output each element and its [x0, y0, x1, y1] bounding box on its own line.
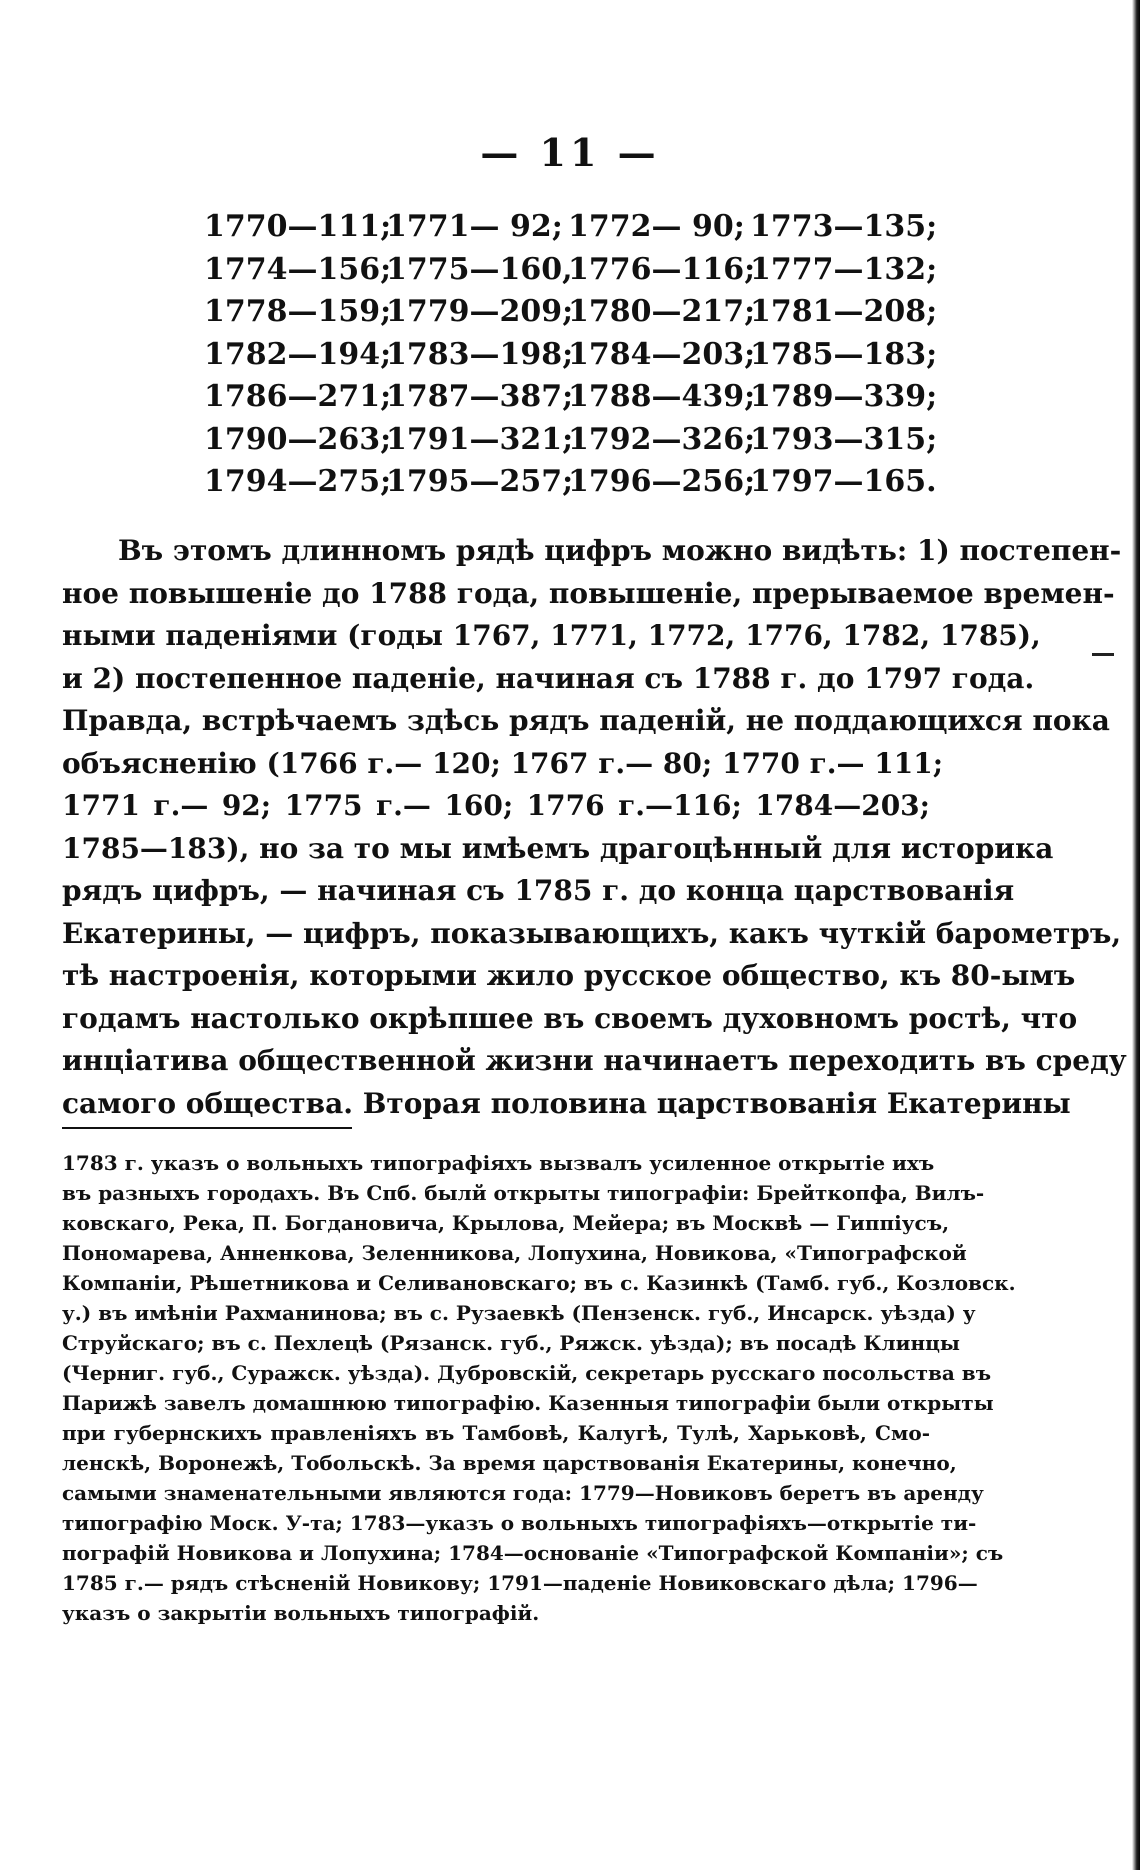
text-line: объясненію (1766 г.— 120; 1767 г.— 80; 1770 г.— 111; [62, 746, 944, 780]
table-cell: 1781—208; [750, 294, 938, 329]
table-cell: 1782—194; [204, 336, 392, 372]
table-cell: 1796—256; [568, 464, 756, 499]
page-edge-shadow [1132, 0, 1140, 1870]
table-row [204, 249, 938, 292]
table-cell: 1788—439; [568, 379, 756, 414]
table-cell: 1783—198; [386, 336, 574, 372]
text-line: и 2) постепенное паденіе, начиная съ 1788 г. до 1797 года. [62, 661, 1035, 695]
table-row [204, 376, 938, 419]
text-line: инціатива общественной жизни начинаетъ переходить въ среду [62, 1044, 1127, 1077]
table-cell: 1795—257; [386, 464, 574, 499]
footnote-line: въ разныхъ городахъ. Въ Спб. былй открыты типографіи: Брейткопфа, Вилъ- [62, 1181, 985, 1205]
text-line: Правда, встрѣчаемъ здѣсь рядъ паденій, не поддающихся пока [62, 704, 1110, 737]
year-statistics-table [204, 206, 938, 504]
footnote [62, 1148, 1016, 1628]
text-line: Въ этомъ длинномъ рядѣ цифръ можно видѣть: 1) постепен- [118, 534, 1122, 567]
table-cell: 1776—116; [568, 251, 756, 287]
text-line: 1785—183), но за то мы имѣемъ драгоцѣнный для историка [62, 831, 1054, 865]
footnote-line: 1785 г.— рядъ стѣсненій Новикову; 1791—паденіе Новиковскаго дѣла; 1796— [62, 1571, 978, 1595]
table-cell: 1771— 92; [386, 209, 563, 244]
table-cell: 1778—159; [204, 294, 392, 329]
footnote-line: указъ о закрытіи вольныхъ типографій. [62, 1601, 540, 1625]
table-row [204, 419, 938, 462]
table-cell: 1786—271; [204, 379, 392, 414]
footnote-line: 1783 г. указъ о вольныхъ типографіяхъ вызвалъ усиленное открытіе ихъ [62, 1151, 935, 1175]
footnote-line: Пономарева, Анненкова, Зеленникова, Лопухина, Новикова, «Типографской [62, 1241, 967, 1265]
table-row [204, 461, 937, 504]
table-cell: 1787—387; [386, 379, 574, 414]
table-row [204, 334, 938, 377]
footnote-line: ковскаго, Река, П. Богдановича, Крылова, Мейера; въ Москвѣ — Гиппіусъ, [62, 1211, 950, 1235]
footnote-line: Компаніи, Рѣшетникова и Селивановскаго; въ с. Казинкѣ (Тамб. губ., Козловск. [62, 1271, 1016, 1295]
text-line: ное повышеніе до 1788 года, повышеніе, прерываемое времен- [62, 576, 1115, 610]
table-cell: 1789—339; [750, 379, 938, 414]
table-cell: 1774—156; [204, 251, 392, 287]
table-cell: 1794—275; [204, 464, 392, 499]
body-paragraph [62, 530, 1127, 1125]
table-cell: 1775—160, [386, 251, 573, 287]
table-cell: 1790—263; [204, 421, 392, 457]
footnote-line: пографій Новикова и Лопухина; 1784—основаніе «Типографской Компаніи»; съ [62, 1541, 1004, 1565]
page-number: — 11 — [480, 130, 660, 175]
footnote-line: Парижѣ завелъ домашнюю типографію. Казенныя типографіи были открыты [62, 1391, 994, 1415]
table-cell: 1793—315; [750, 421, 938, 457]
table-cell: 1797—165. [750, 464, 937, 499]
text-line: ными паденіями (годы 1767, 1771, 1772, 1776, 1782, 1785), [62, 619, 1041, 652]
table-cell: 1791—321; [386, 421, 574, 457]
table-cell: 1780—217; [568, 294, 756, 329]
table-cell: 1773—135; [750, 209, 938, 244]
footnote-line: Струйскаго; въ с. Пехлецѣ (Рязанск. губ., Ряжск. уѣзда); въ посадѣ Клинцы [62, 1331, 960, 1355]
footnote-divider [62, 1127, 352, 1129]
text-line: 1771 г.— 92; 1775 г.— 160; 1776 г.—116; 1784—203; [62, 789, 930, 822]
table-cell: 1777—132; [750, 251, 938, 287]
text-line: самого общества. Вторая половина царствованія Екатерины [62, 1086, 1071, 1120]
footnote-line: типографію Моск. У-та; 1783—указъ о вольныхъ типографіяхъ—открытіе ти- [62, 1511, 977, 1535]
table-cell: 1779—209; [386, 294, 574, 329]
footnote-line: (Черниг. губ., Суражск. уѣзда). Дубровскій, секретарь русскаго посольства въ [62, 1361, 992, 1385]
table-row [204, 206, 938, 249]
table-cell: 1772— 90; [568, 209, 745, 244]
footnote-line: самыми знаменательными являются года: 1779—Новиковъ беретъ въ аренду [62, 1481, 984, 1505]
margin-dash-mark [1092, 653, 1114, 656]
text-line: Екатерины, — цифръ, показывающихъ, какъ чуткій барометръ, [62, 916, 1122, 950]
table-cell: 1792—326; [568, 421, 756, 457]
footnote-line: у.) въ имѣніи Рахманинова; въ с. Рузаевкѣ (Пензенск. губ., Инсарск. уѣзда) у [62, 1301, 976, 1325]
table-cell: 1785—183; [750, 336, 938, 372]
text-line: годамъ настолько окрѣпшее въ своемъ духовномъ ростѣ, что [62, 1001, 1078, 1035]
text-line: тѣ настроенія, которыми жило русское общество, къ 80-ымъ [62, 959, 1076, 992]
footnote-line: ленскѣ, Воронежѣ, Тобольскѣ. За время царствованія Екатерины, конечно, [62, 1451, 957, 1475]
text-line: рядъ цифръ, — начиная съ 1785 г. до конца царствованія [62, 874, 1015, 907]
table-cell: 1784—203; [568, 336, 756, 372]
table-cell: 1770—111; [204, 209, 392, 244]
table-row [204, 291, 938, 334]
footnote-line: при губернскихъ правленіяхъ въ Тамбовѣ, Калугѣ, Тулѣ, Харьковѣ, Смо- [62, 1421, 930, 1445]
